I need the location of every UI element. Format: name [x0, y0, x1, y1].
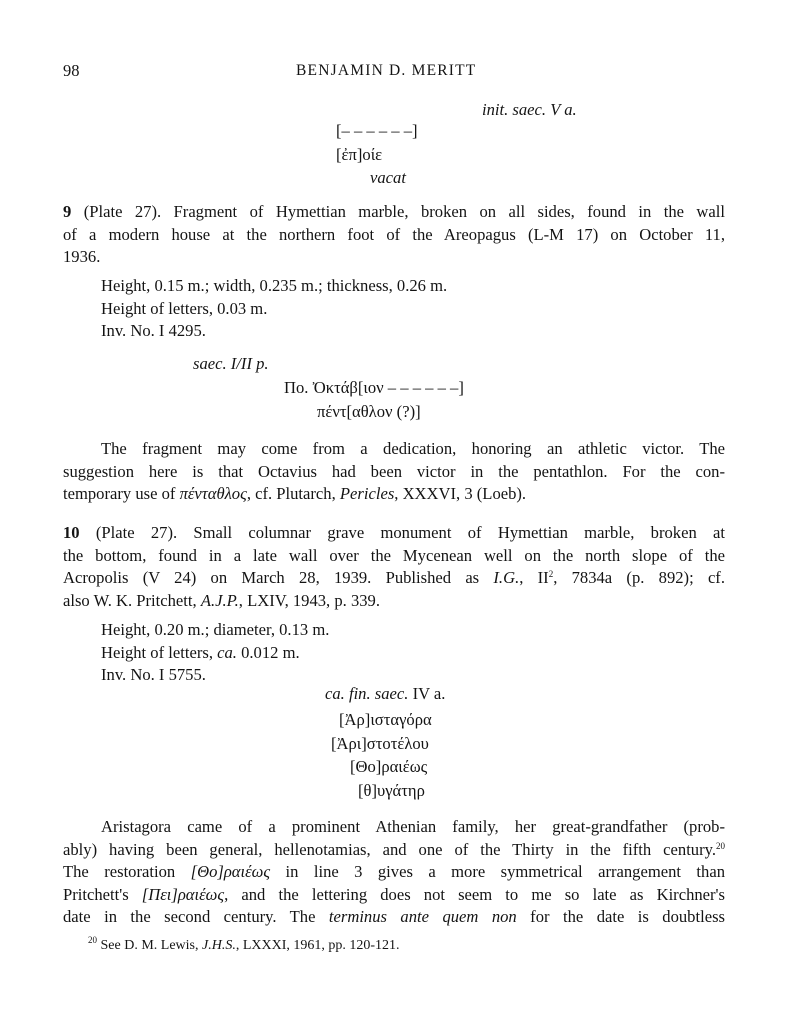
- page-number: 98: [63, 61, 80, 80]
- entry-10-date: ca. fin. saec. IV a.: [325, 684, 446, 703]
- inscription-line: [ἐπ]οίε: [336, 144, 383, 164]
- inscription-line: Πο. Ὀκτάβ[ιον – – – – – –]: [284, 378, 464, 397]
- inscription-line: [Θο]ραιέως: [350, 757, 428, 776]
- prev-inscription-text: [336, 120, 418, 191]
- footnote: $^{20}$ See D. M. Lewis, J.H.S., LXXXI, 1961, pp. 120-121.: [88, 935, 400, 953]
- entry-10-inscription: [331, 709, 432, 803]
- entry-9-inscription: [284, 377, 464, 424]
- inscription-line: [θ]υγάτηρ: [358, 780, 425, 800]
- entry-number: 9: [63, 202, 72, 221]
- prev-inscription-date: init. saec. V a.: [482, 100, 577, 119]
- entry-9-description: 9 (Plate 27). Fragment of Hymettian marble, broken on all sides, found in the wall of a modern house at the northern foot of the Areopagus (L-M 17) on October 11, 1936.: [63, 202, 725, 266]
- inscription-line: [Ἀρ]ισταγόρα: [339, 710, 432, 729]
- running-head: BENJAMIN D. MERITT: [296, 62, 477, 79]
- entry-9-commentary: The fragment may come from a dedication, honoring an athletic victor. The suggestion here is that Octavius had been victor in the pentathlon. For the con- temporary use of πένταθλος, cf. Plutarch, Pericles, XXXVI, 3 (Loeb).: [63, 439, 725, 503]
- inscription-line: [– – – – – –]: [336, 121, 418, 140]
- entry-10-commentary: Aristagora came of a prominent Athenian family, her great-grandfather (prob- ably) having been general, hellenotamias, and one of the Thirty in the fifth century.$^{20}$ The restoration [Θο]ραιέως in line 3 gives a more symmetrical arrangement than Pritchett's [Πει]ραιέως, and the lettering does not seem to me so late as Kirchner's date in the second century. The terminus ante quem non for the date is doubtless: [63, 817, 726, 926]
- entry-number: 10: [63, 523, 80, 542]
- entry-9-dimensions: Height, 0.15 m.; width, 0.235 m.; thickness, 0.26 m. Height of letters, 0.03 m. Inv. No. I 4295.: [101, 276, 448, 340]
- entry-10-description: 10 (Plate 27). Small columnar grave monument of Hymettian marble, broken at the bottom, found in a late wall over the Mycenean well on the north slope of the Acropolis (V 24) on March 28, 1939. Published as I.G., $II^2$, 7834a (p. 892); cf. also W. K. Pritchett, A.J.P., LXIV, 1943, p. 339.: [63, 523, 725, 610]
- inscription-line: πέντ[αθλον (?)]: [317, 401, 421, 421]
- inscription-line: [Ἀρι]στοτέλου: [331, 733, 429, 753]
- vacat-label: vacat: [370, 168, 406, 187]
- entry-9-date: saec. I/II p.: [193, 354, 269, 373]
- entry-10-dimensions: Height, 0.20 m.; diameter, 0.13 m. Height of letters, ca. 0.012 m. Inv. No. I 5755.: [101, 620, 330, 684]
